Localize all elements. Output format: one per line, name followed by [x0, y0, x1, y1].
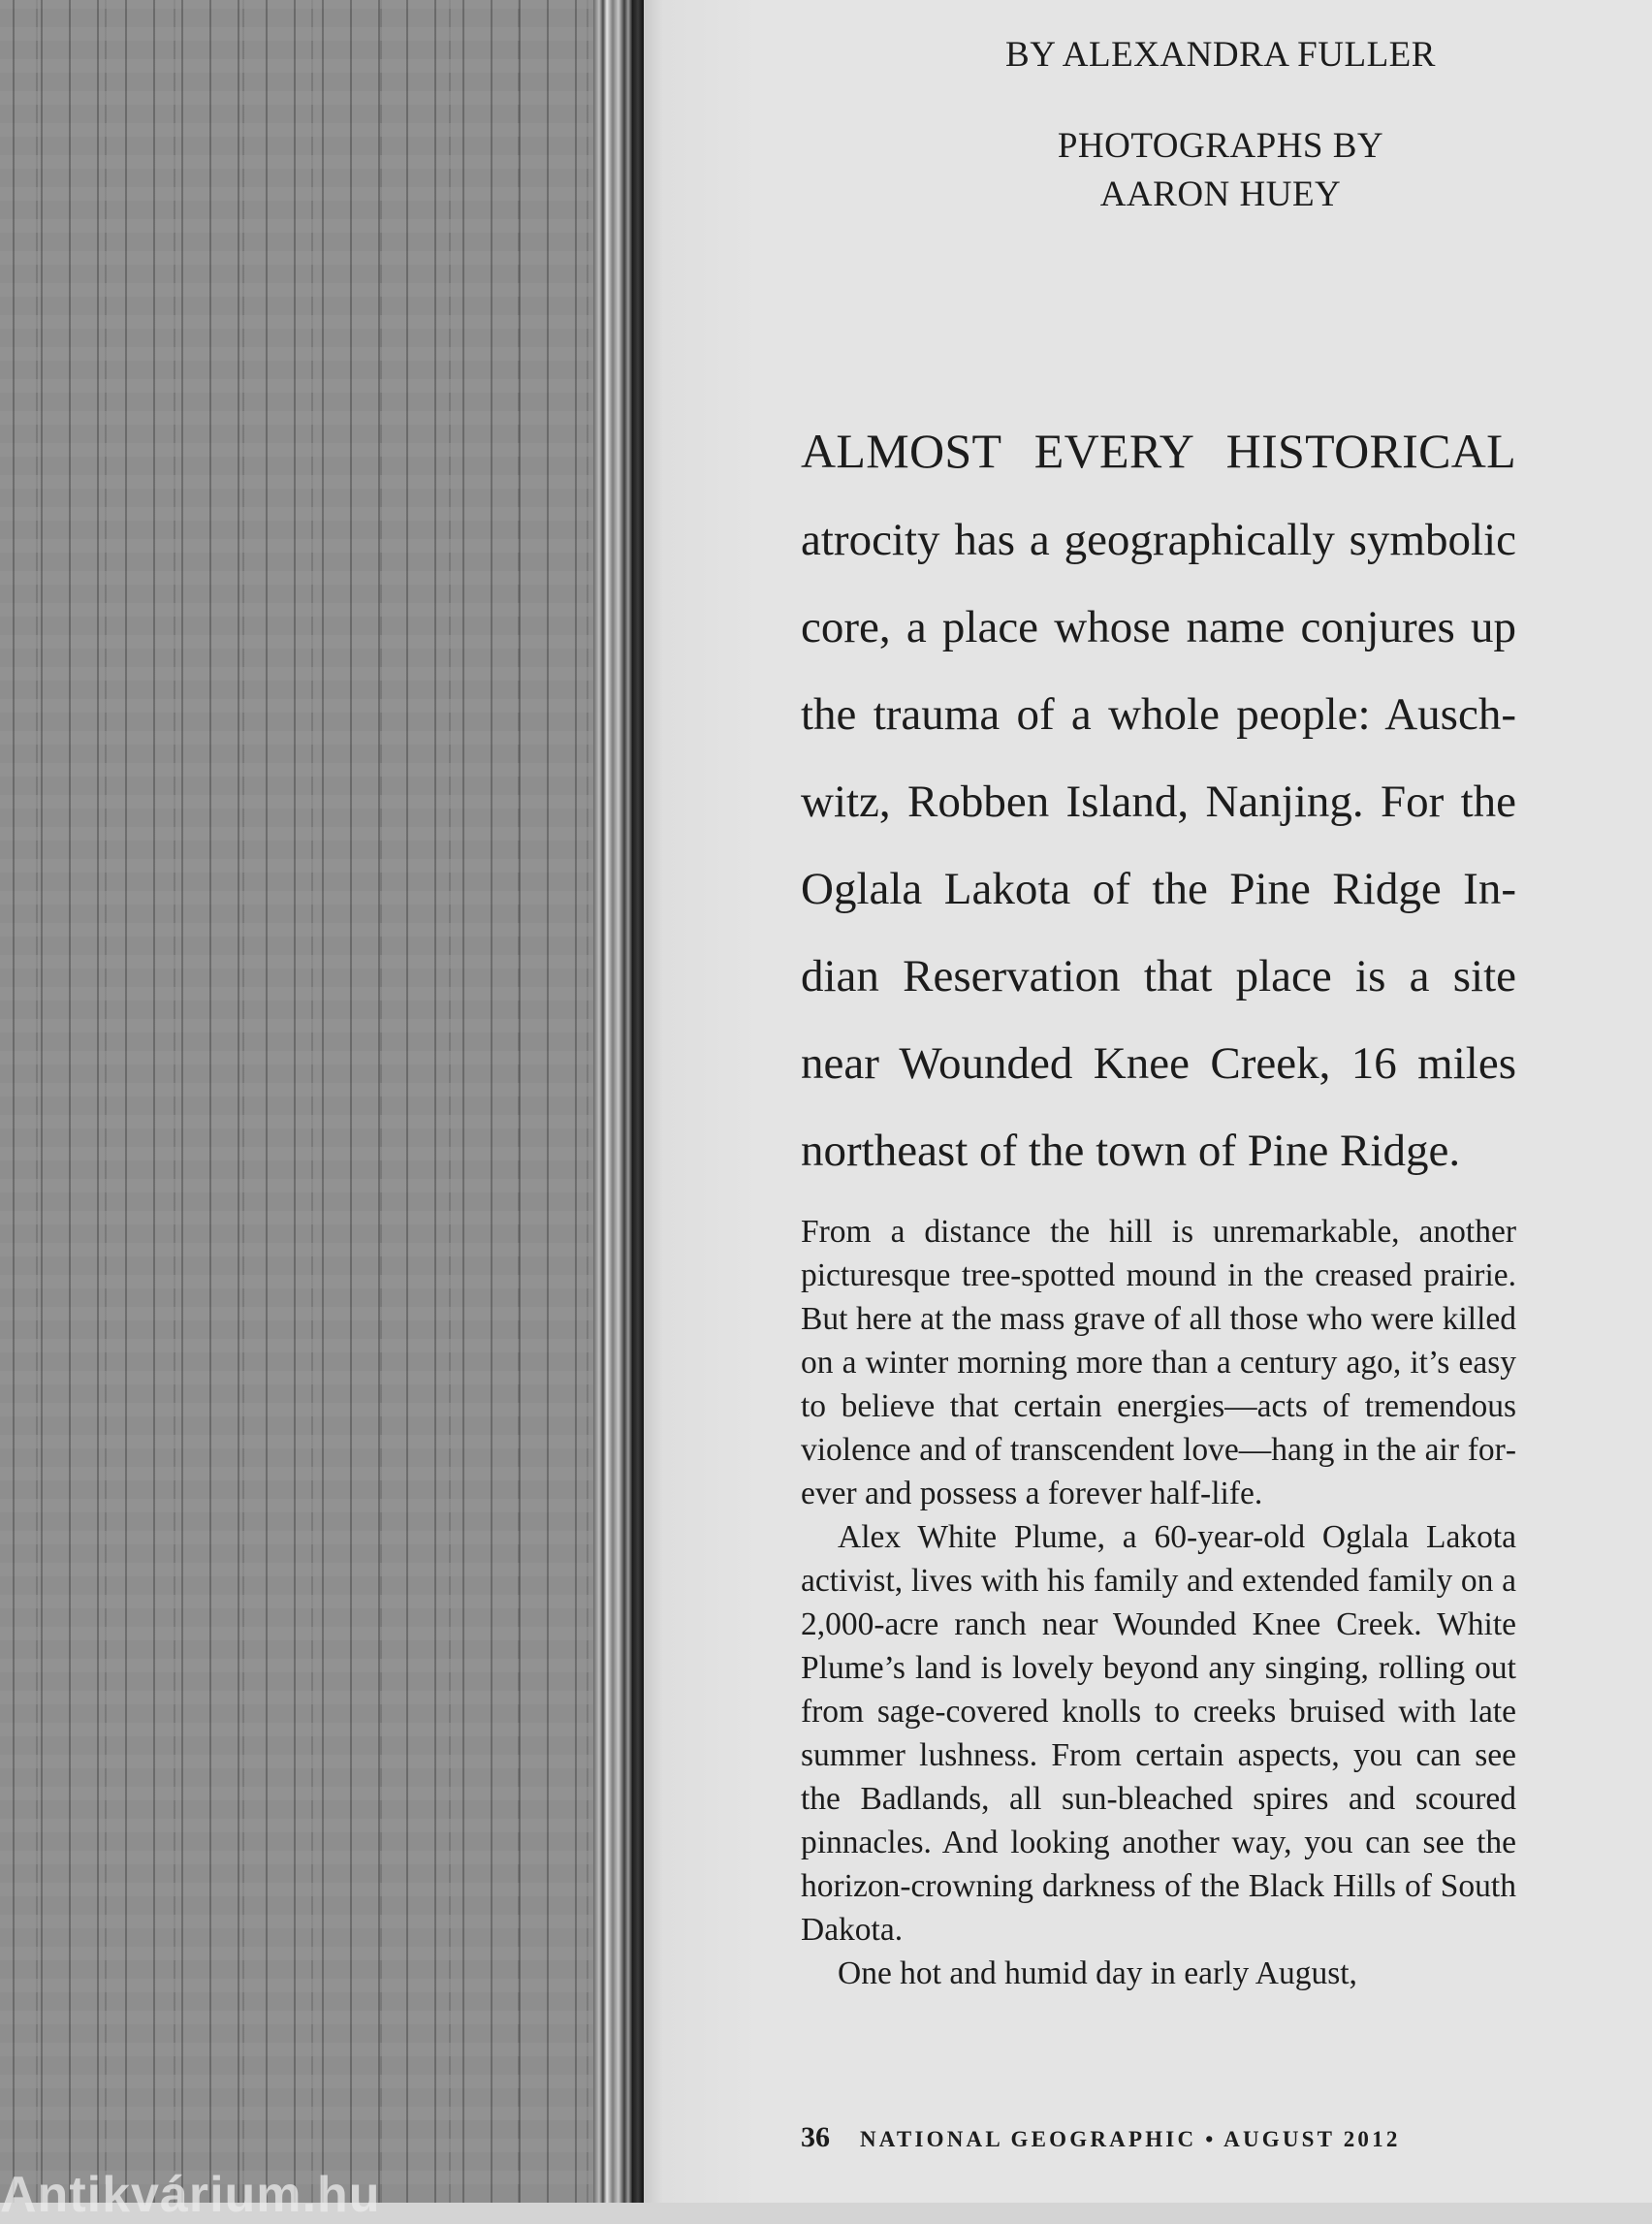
article-body: [801, 1210, 1516, 1995]
body-paragraph: From a distance the hill is unremarkable, another picturesque tree-spotted mound in the creased prairie. But here at the mass grave of all those who were killed on a winter morning more than a century ago, it’s easy to believe that certain energies—acts of tremendous violence and of transcendent love—hang in the air forever and possess a forever half-life.: [801, 1214, 1516, 1511]
page-footer: [801, 2121, 1516, 2154]
photo-credit: [838, 122, 1604, 219]
author-byline: BY ALEXANDRA FULLER: [1005, 35, 1436, 75]
book-spine: [632, 0, 644, 2203]
photo-credit-line-1: PHOTOGRAPHS BY: [1057, 126, 1384, 166]
left-facing-page: [0, 0, 593, 2203]
photo-credit-line-2: AARON HUEY: [1099, 175, 1342, 214]
magazine-issue: NATIONAL GEOGRAPHIC • AUGUST 2012: [860, 2127, 1401, 2151]
page-number: 36: [801, 2121, 830, 2153]
page-edges: [593, 0, 632, 2203]
article-page: [644, 0, 1652, 2203]
lead-small-caps: ALMOST EVERY HISTORICAL: [801, 424, 1516, 478]
lead-text: atrocity has a geographically symbolic core, a place whose name conjures up the trauma of a whole people: Auschwitz, Robben Island, Nanjing. For the Oglala Lakota of the Pine Ridge Indian Reservation that place is a site near Wounded Knee Creek, 16 miles northeast of the town of Pine Ridge.: [801, 515, 1516, 1176]
body-paragraph: Alex White Plume, a 60-year-old Oglala Lakota activist, lives with his family and extended family on a 2,000-acre ranch near Wounded Knee Creek. White Plume’s land is lovely beyond any singing, rolling out from sage-covered knolls to creeks bruised with late summer lushness. From certain aspects, you can see the Badlands, all sun-bleached spires and scoured pinnacles. And looking another way, you can see the horizon-crowning darkness of the Black Hills of South Dakota.: [801, 1519, 1516, 1948]
watermark-text: Antikvárium.hu: [0, 2167, 381, 2223]
lead-paragraph: [801, 407, 1516, 1194]
body-paragraph: One hot and humid day in early August,: [838, 1955, 1357, 1991]
